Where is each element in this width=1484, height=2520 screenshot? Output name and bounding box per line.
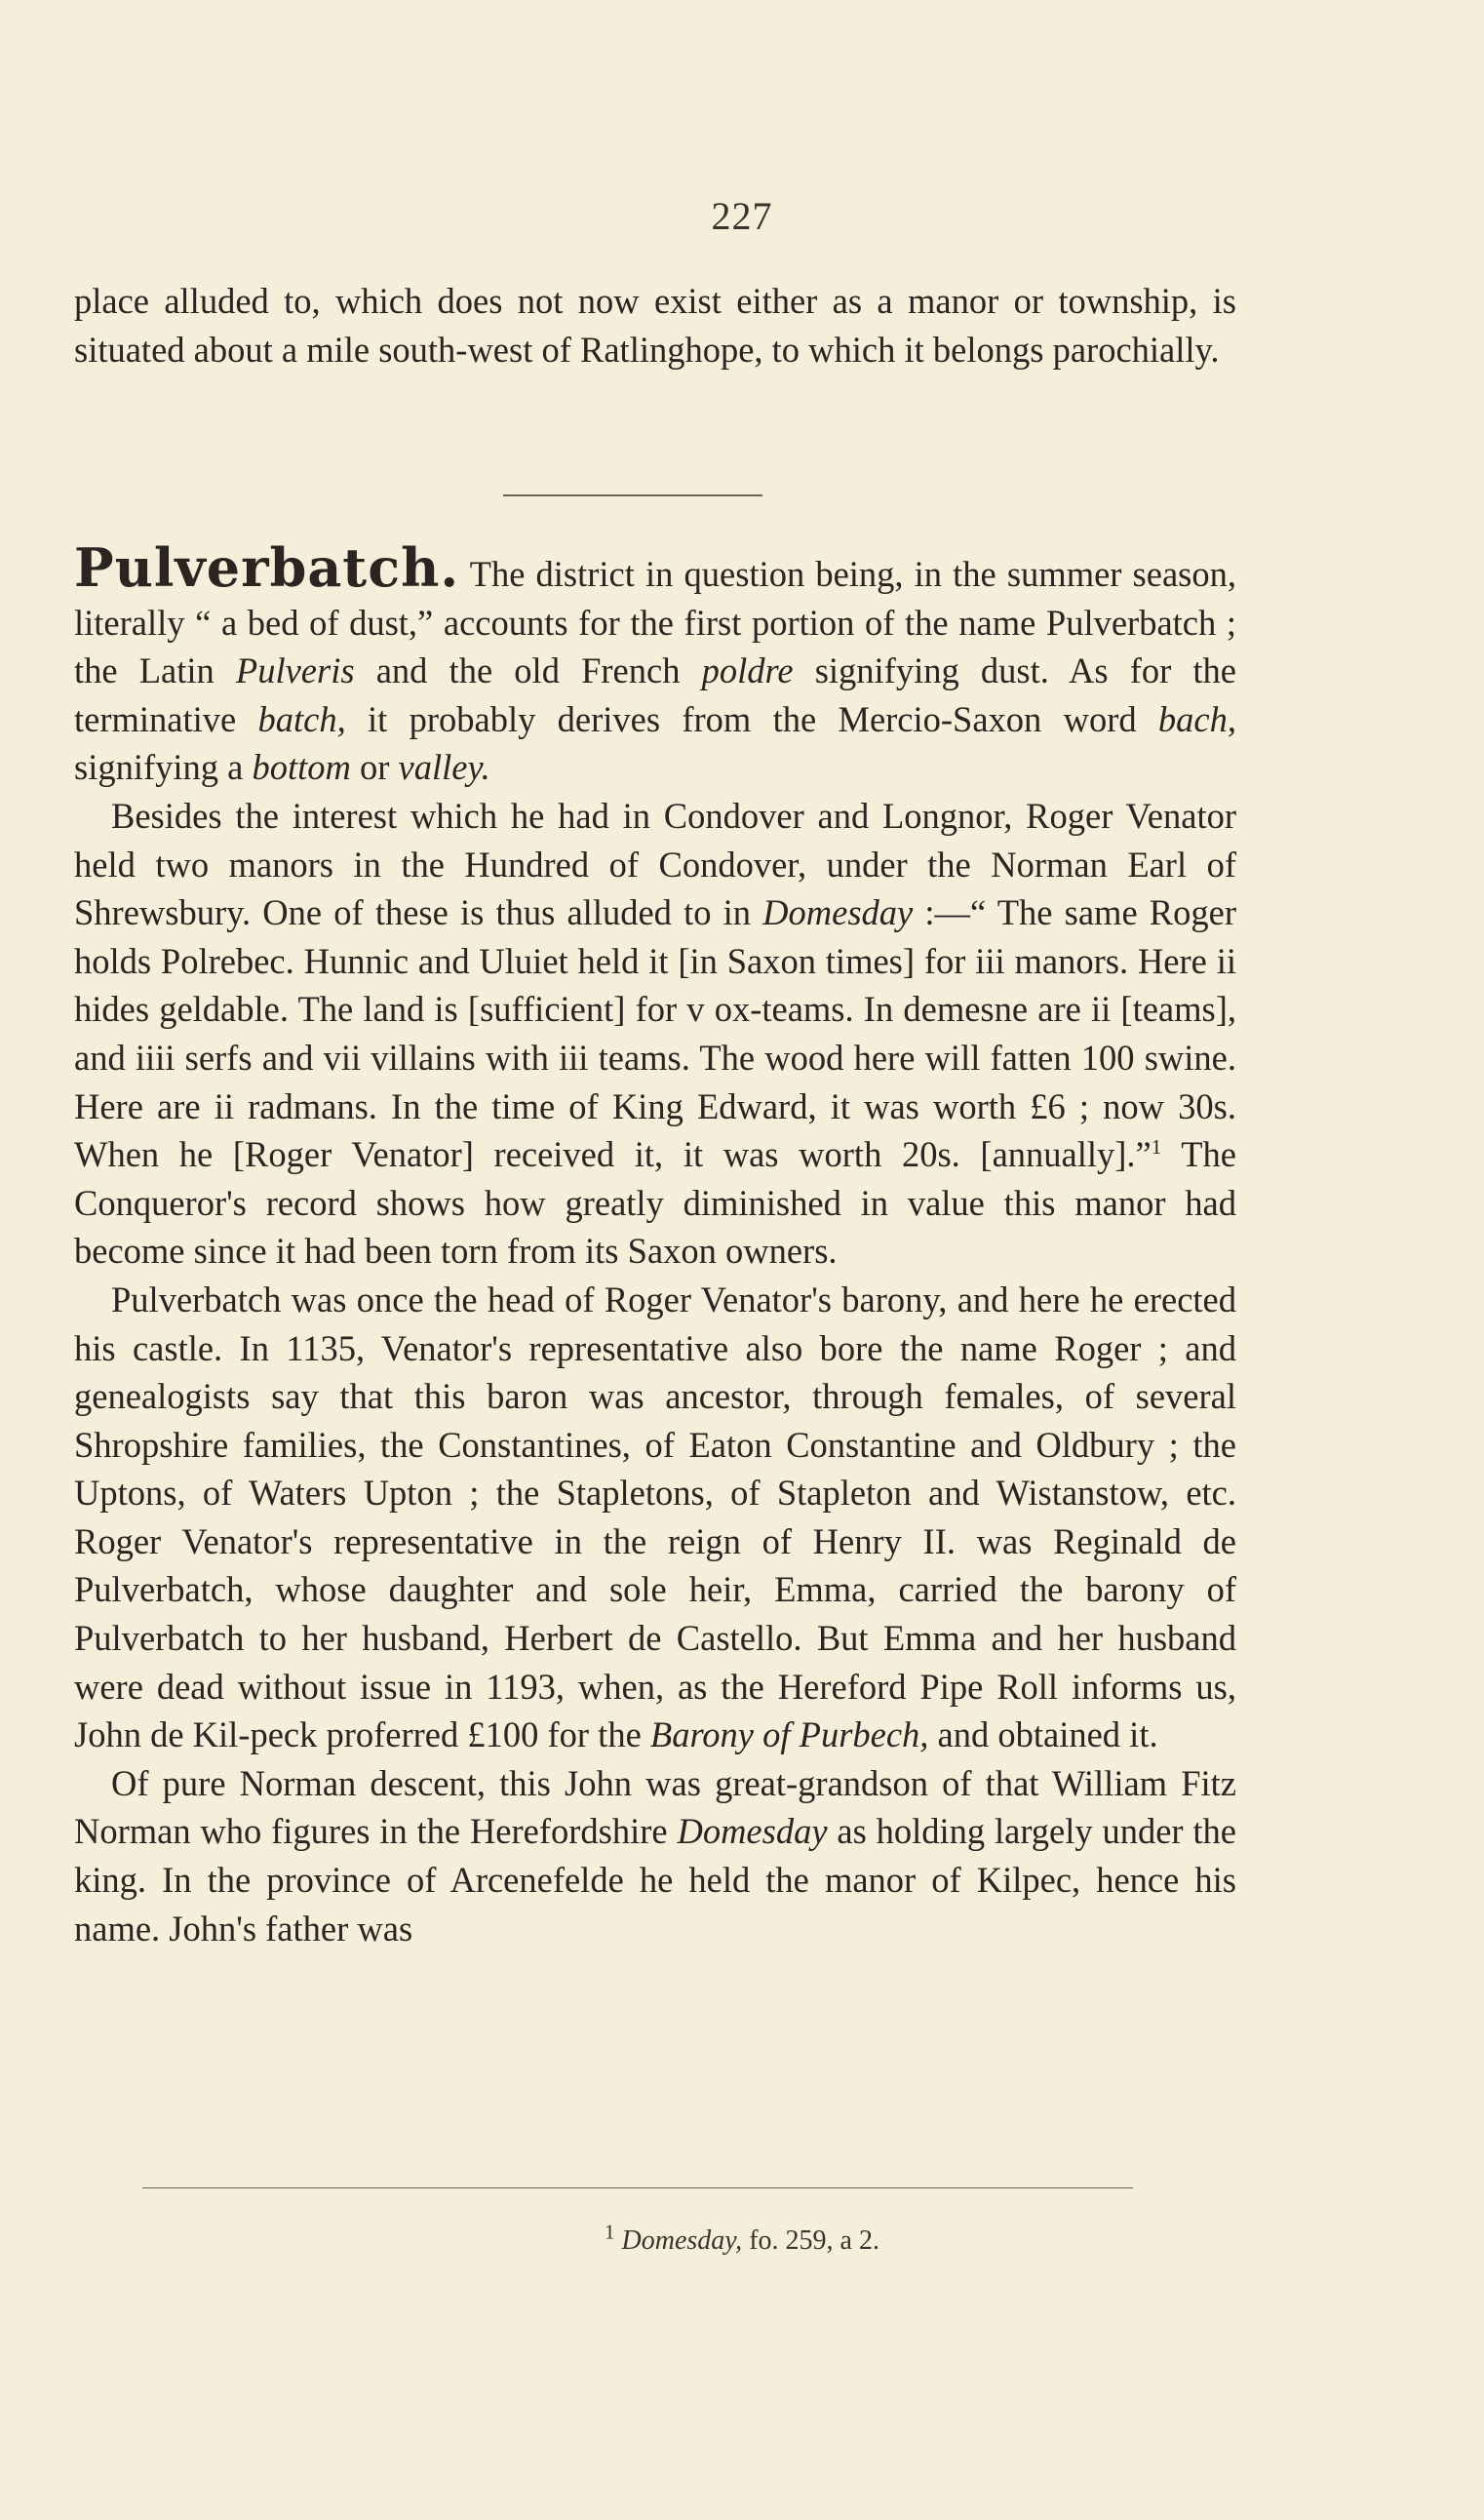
footnote-rule bbox=[142, 2187, 1133, 2188]
intro-paragraph bbox=[74, 277, 1236, 374]
footnote-ref: fo. 259, a 2. bbox=[742, 2225, 879, 2256]
section-divider bbox=[503, 494, 762, 496]
paragraph-4: Of pure Norman descent, this John was great-grandson of that William Fitz Norman who figures in the Herefordshire Domesday as holding largely under the king. In the province of Arcenefelde he held the manor of Kilpec, hence his name. John's father was bbox=[74, 1762, 1237, 1949]
section-heading: Pulverbatch. bbox=[74, 536, 460, 599]
footnote bbox=[0, 2220, 1484, 2257]
footnote-reference: 1 bbox=[1151, 1134, 1162, 1159]
page-number: 227 bbox=[711, 194, 773, 238]
paragraph-1: Pulverbatch. The district in question being, in the summer season, literally “ a bed of dust,” accounts for the first portion of the name Pulverbatch ; the Latin Pulveris and the old French poldre signifying dust. As for the terminative batch, it probably derives from the Mercio-Saxon word bach, signifying a bottom or valley. bbox=[74, 536, 1236, 788]
paragraph-3: Pulverbatch was once the head of Roger Venator's barony, and here he erected his castle. In 1135, Venator's representative also bore the name Roger ; and genealogists say that this baron was ancestor, through females, of several Shropshire families, the Constantines, of Eaton Constantine and Oldbury ; the Uptons, of Waters Upton ; the Stapletons, of Stapleton and Wistanstow, etc. Roger Venator's representative in the reign of Henry II. was Reginald de Pulverbatch, whose daughter and sole heir, Emma, carried the barony of Pulverbatch to her husband, Herbert de Castello. But Emma and her husband were dead without issue in 1193, when, as the Hereford Pipe Roll informs us, John de Kil-peck proferred £100 for the Barony of Purbech, and obtained it. bbox=[74, 1279, 1236, 1755]
paragraph-2: Besides the interest which he had in Condover and Longnor, Roger Venator held two manors in the Hundred of Condover, under the Norman Earl of Shrewsbury. One of these is thus alluded to in Domesday :—“ The same Roger holds Polrebec. Hunnic and Uluiet held it [in Saxon times] for iii manors. Here ii hides geldable. The land is [sufficient] for v ox-teams. In demesne are ii [teams], and iiii serfs and vii villains with iii teams. The wood here will fatten 100 swine. Here are ii radmans. In the time of King Edward, it was worth £6 ; now 30s. When he [Roger Venator] received it, it was worth 20s. [annually].”$^1$ The Conqueror's record shows how greatly diminished in value this manor had become since it had been torn from its Saxon owners. bbox=[74, 795, 1237, 1272]
intro-text: place alluded to, which does not now exist either as a manor or township, is situated about a mile south-west of Ratlinghope, to which it belongs parochially. bbox=[74, 281, 1236, 370]
section-body bbox=[74, 536, 1237, 1952]
footnote-mark: 1 bbox=[605, 2220, 615, 2244]
footnote-source: Domesday, bbox=[621, 2225, 743, 2256]
